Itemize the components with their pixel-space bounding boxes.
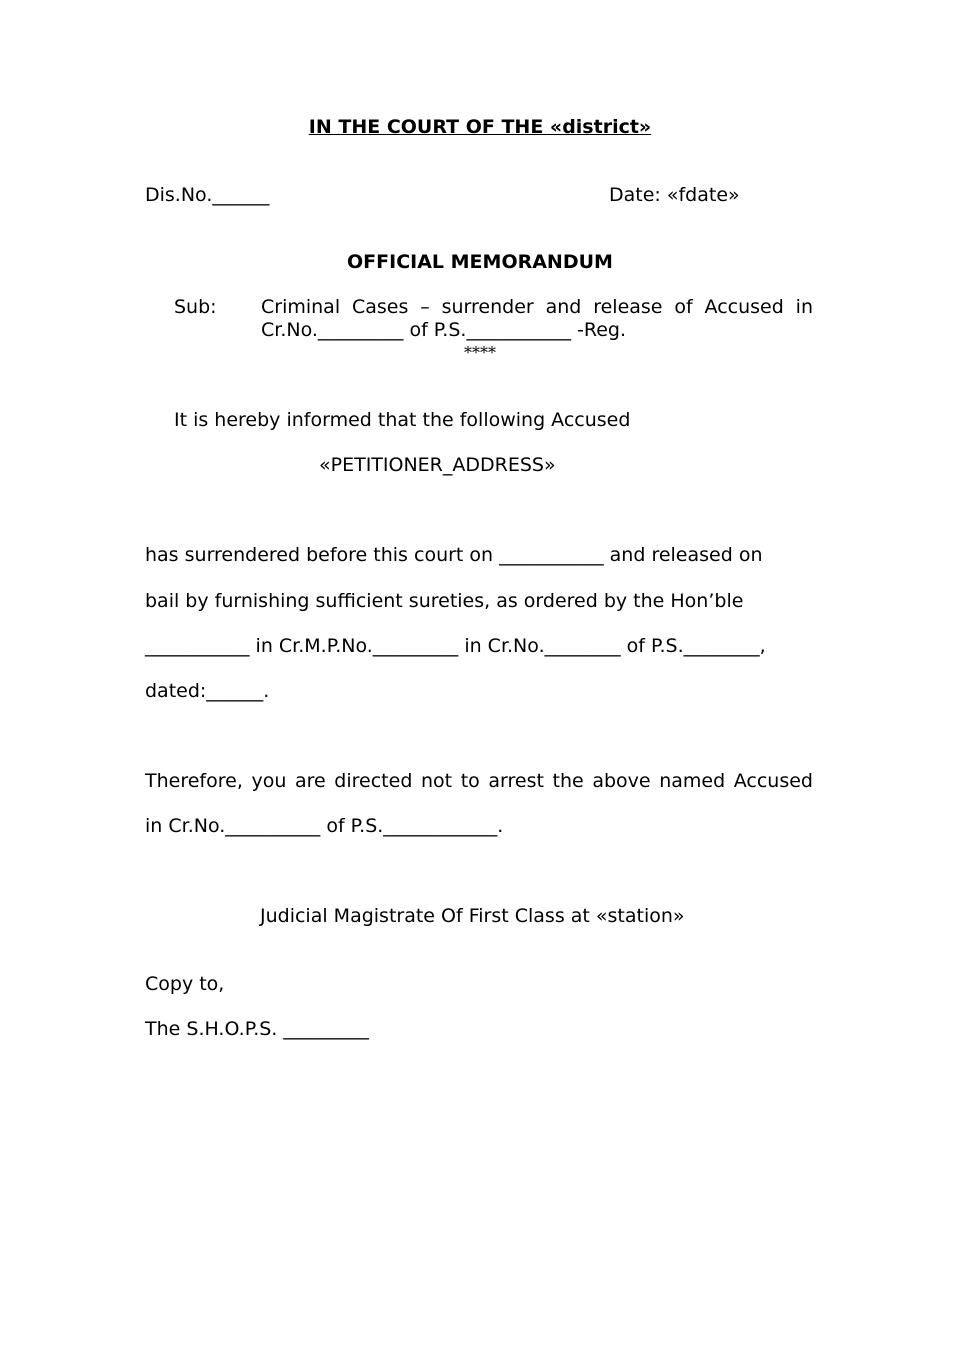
copy-to-label: Copy to, — [145, 973, 225, 995]
paragraph-1-line-2: bail by furnishing sufficient sureties, as ordered by the Hon’ble — [145, 590, 744, 612]
subject-label: Sub: — [174, 296, 217, 318]
subject-line-1: Criminal Cases – surrender and release of Accused in — [261, 296, 813, 318]
intro-text: It is hereby informed that the following Accused — [174, 409, 631, 431]
subject-separator: **** — [464, 343, 496, 362]
paragraph-2-line-1: Therefore, you are directed not to arrest the above named Accused — [145, 770, 813, 792]
paragraph-1-line-4: dated:______. — [145, 680, 270, 702]
petitioner-address: «PETITIONER_ADDRESS» — [319, 454, 556, 476]
signature-line: Judicial Magistrate Of First Class at «station» — [260, 905, 685, 927]
subject-line-2: Cr.No._________ of P.S.___________ -Reg. — [261, 319, 626, 341]
paragraph-2-line-2: in Cr.No.__________ of P.S.____________. — [145, 815, 504, 837]
paragraph-1-line-3: ___________ in Cr.M.P.No._________ in Cr.No.________ of P.S.________, — [145, 635, 766, 657]
memo-date: Date: «fdate» — [609, 184, 740, 206]
memo-title: OFFICIAL MEMORANDUM — [347, 251, 613, 273]
copy-recipient: The S.H.O.P.S. _________ — [145, 1018, 369, 1040]
court-title: IN THE COURT OF THE «district» — [308, 116, 652, 138]
dis-no: Dis.No.______ — [145, 184, 270, 206]
paragraph-1-line-1: has surrendered before this court on ___________ and released on — [145, 544, 763, 566]
